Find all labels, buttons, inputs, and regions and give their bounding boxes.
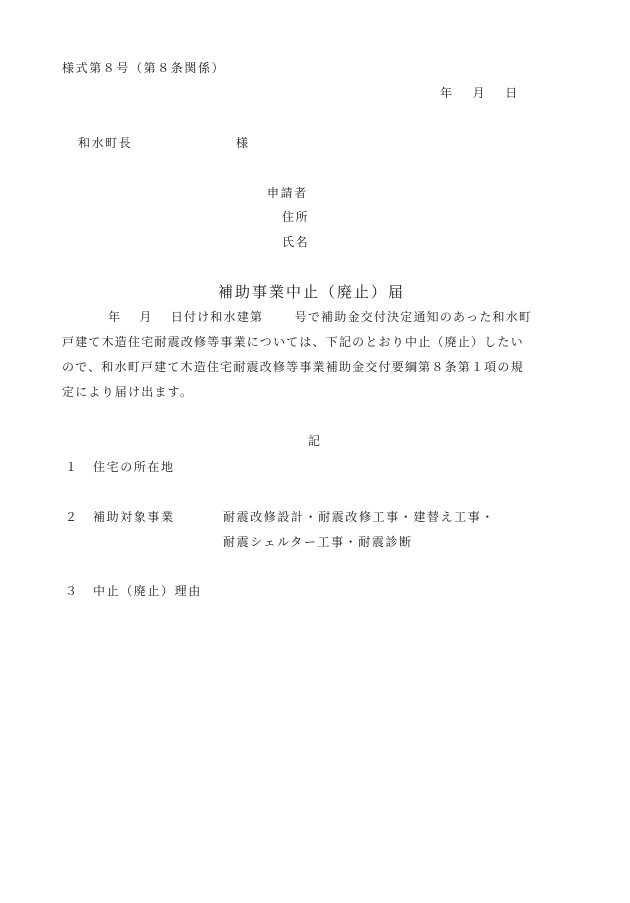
applicant-address-label: 住所: [282, 210, 310, 224]
body-line-1: 年 月 日付け和水建第 号で補助金交付決定通知のあった和水町: [108, 310, 533, 324]
addressee: 和水町長: [78, 136, 133, 150]
item-2-detail-2: 耐震シェルター工事・耐震診断: [223, 535, 413, 549]
body-line-3: ので、和水町戸建て木造住宅耐震改修等事業補助金交付要綱第８条第１項の規: [62, 360, 524, 374]
date-line: 年 月 日: [440, 86, 519, 100]
item-3-label: 中止（廃止）理由: [93, 584, 202, 598]
item-2-detail-1: 耐震改修設計・耐震改修工事・建替え工事・: [223, 510, 496, 524]
ki-heading: 記: [308, 434, 322, 448]
applicant-name-label: 氏名: [282, 235, 310, 249]
item-2-number: ２: [65, 510, 79, 524]
item-3-number: ３: [65, 584, 79, 598]
form-number: 様式第８号（第８条関係）: [62, 61, 226, 75]
document-title: 補助事業中止（廃止）届: [218, 283, 406, 301]
body-line-2: 戸建て木造住宅耐震改修等事業については、下記のとおり中止（廃止）したい: [62, 335, 524, 349]
body-line-4: 定により届け出ます。: [62, 385, 194, 399]
addressee-honorific: 様: [236, 136, 250, 150]
applicant-label: 申請者: [267, 186, 308, 200]
item-1-number: １: [65, 460, 79, 474]
item-2-label: 補助対象事業: [93, 510, 175, 524]
item-1-label: 住宅の所在地: [93, 460, 175, 474]
